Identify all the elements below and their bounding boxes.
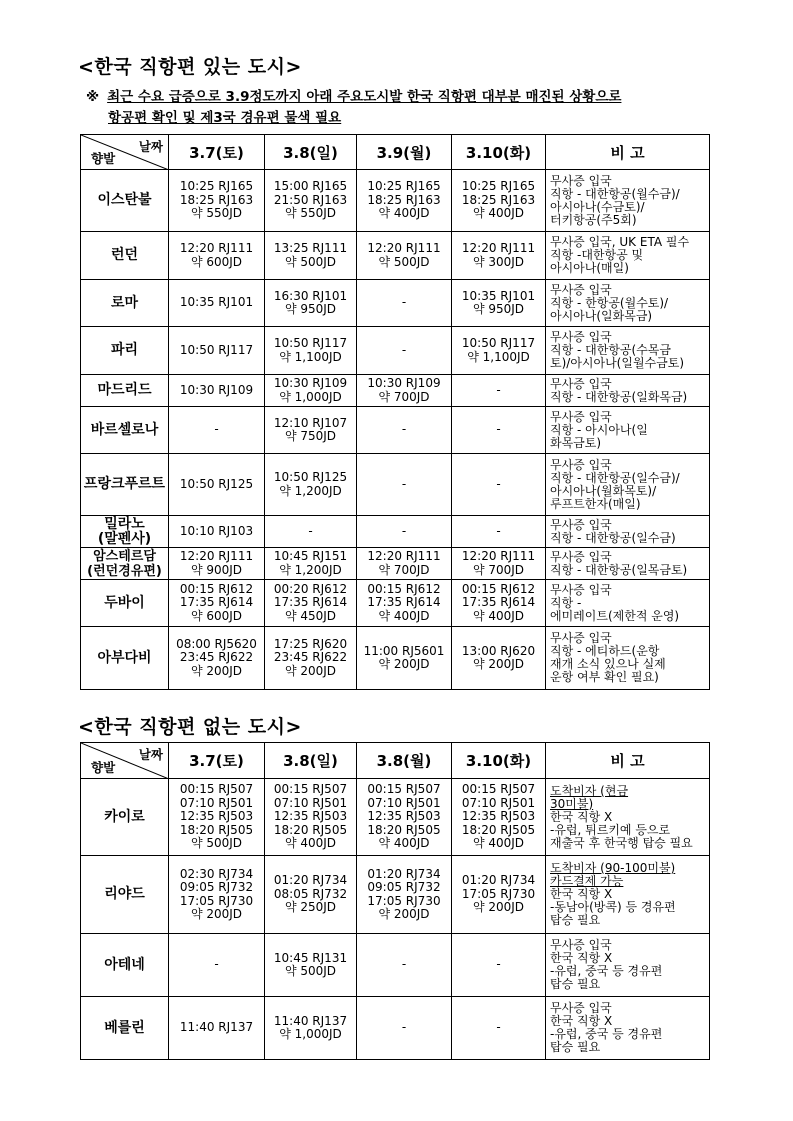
flight-cell: 10:35 RJ101 [169, 280, 265, 327]
table-row [81, 580, 710, 627]
flight-cell: - [169, 407, 265, 454]
flight-cell: 13:00 RJ620 약 200JD [452, 627, 546, 690]
flight-cell: 00:20 RJ612 17:35 RJ614 약 450JD [265, 580, 357, 627]
remarks-cell [546, 856, 710, 934]
city-name: 베를린 [81, 997, 169, 1060]
table-header-row [81, 743, 710, 779]
flight-cell: 11:00 RJ5601 약 200JD [357, 627, 452, 690]
flight-cell: 12:20 RJ111 약 900JD [169, 548, 265, 580]
city-name: 암스테르담 (런던경유편) [81, 548, 169, 580]
flight-cell: 00:15 RJ612 17:35 RJ614 약 400JD [452, 580, 546, 627]
remarks-cell: 무사증 입국 직항 - 대한항공(일수금)/ 아시아나(월화목토)/ 루프트한자(매일) [546, 454, 710, 516]
remarks-cell: 무사증 입국 한국 직항 X -유럽, 중국 등 경유편 탑승 필요 [546, 934, 710, 997]
remarks-cell: 무사증 입국 직항 - 에티하드(운항 재개 소식 있으나 실제 운항 여부 확인 필요) [546, 627, 710, 690]
notice-line-1: 최근 수요 급증으로 3.9정도까지 아래 주요도시발 한국 직항편 대부분 매진된 상황으로 [107, 89, 622, 105]
flight-cell: 10:45 RJ151 약 1,200JD [265, 548, 357, 580]
flight-cell: 00:15 RJ507 07:10 RJ501 12:35 RJ503 18:20 RJ505 약 400JD [265, 779, 357, 856]
city-name: 두바이 [81, 580, 169, 627]
flight-cell: - [452, 934, 546, 997]
section-title-direct: <한국 직항편 있는 도시> [78, 56, 302, 78]
city-name: 아테네 [81, 934, 169, 997]
flight-cell: 10:50 RJ117 [169, 327, 265, 375]
header-note-col: 비 고 [546, 743, 710, 779]
flight-cell: 08:00 RJ5620 23:45 RJ622 약 200JD [169, 627, 265, 690]
flight-cell: 02:30 RJ734 09:05 RJ732 17:05 RJ730 약 200JD [169, 856, 265, 934]
city-name: 리야드 [81, 856, 169, 934]
flight-cell: - [357, 454, 452, 516]
flight-cell: - [357, 407, 452, 454]
flight-cell: 10:30 RJ109 [169, 375, 265, 407]
remarks-underlined: 도착비자 (90-100미불) 카드결제 가능 [550, 861, 676, 888]
section-title-no-direct: <한국 직항편 없는 도시> [78, 716, 302, 738]
flight-cell: 10:50 RJ125 [169, 454, 265, 516]
table-row [81, 627, 710, 690]
flight-cell: 10:45 RJ131 약 500JD [265, 934, 357, 997]
remarks-cell: 무사증 입국, UK ETA 필수 직항 -대한항공 및 아시아나(매일) [546, 232, 710, 280]
flight-cell: 10:30 RJ109 약 700JD [357, 375, 452, 407]
city-name: 밀라노 (말펜사) [81, 516, 169, 548]
notice-mark: ※ [86, 89, 100, 105]
remarks-cell: 무사증 입국 직항 - 한항공(월수토)/ 아시아나(일화목금) [546, 280, 710, 327]
flight-cell: 01:20 RJ734 17:05 RJ730 약 200JD [452, 856, 546, 934]
flight-cell: 10:25 RJ165 18:25 RJ163 약 400JD [452, 170, 546, 232]
flight-cell: - [452, 997, 546, 1060]
header-date-col: 3.8(월) [357, 743, 452, 779]
flight-cell: 00:15 RJ612 17:35 RJ614 약 400JD [357, 580, 452, 627]
flight-cell: 10:10 RJ103 [169, 516, 265, 548]
flight-cell: 10:35 RJ101 약 950JD [452, 280, 546, 327]
table-row [81, 170, 710, 232]
remarks-cell: 무사증 입국 직항 - 대한항공(일목금토) [546, 548, 710, 580]
table-row [81, 232, 710, 280]
flight-cell: - [357, 997, 452, 1060]
table-row [81, 934, 710, 997]
flight-cell: - [357, 516, 452, 548]
flight-cell: 10:30 RJ109 약 1,000JD [265, 375, 357, 407]
header-diagonal-cell [81, 743, 169, 779]
remarks-underlined: 도착비자 (현금 30미불) [550, 783, 629, 811]
header-origin-label: 향발 [91, 151, 116, 166]
city-name: 프랑크푸르트 [81, 454, 169, 516]
flight-cell: 00:15 RJ507 07:10 RJ501 12:35 RJ503 18:20 RJ505 약 400JD [452, 779, 546, 856]
direct-flights-table [80, 134, 710, 690]
table-row [81, 454, 710, 516]
header-origin-label: 향발 [91, 760, 116, 775]
flight-cell: - [357, 280, 452, 327]
flight-cell: - [452, 375, 546, 407]
flight-cell: - [265, 516, 357, 548]
flight-cell: 01:20 RJ734 09:05 RJ732 17:05 RJ730 약 200JD [357, 856, 452, 934]
notice-text [86, 87, 726, 129]
flight-cell: 12:10 RJ107 약 750JD [265, 407, 357, 454]
flight-cell: 11:40 RJ137 [169, 997, 265, 1060]
city-name: 아부다비 [81, 627, 169, 690]
flight-cell: 01:20 RJ734 08:05 RJ732 약 250JD [265, 856, 357, 934]
remarks-cell: 무사증 입국 직항 - 대한항공(수목금 토)/아시아나(일월수금토) [546, 327, 710, 375]
remarks-text: 한국 직항 X -유럽, 튀르키예 등으로 재출국 후 한국행 탑승 필요 [550, 809, 693, 850]
flight-cell: 12:20 RJ111 약 700JD [452, 548, 546, 580]
header-diagonal-cell [81, 135, 169, 170]
remarks-cell: 무사증 입국 직항 - 아시아나(일 화목금토) [546, 407, 710, 454]
flight-cell: 17:25 RJ620 23:45 RJ622 약 200JD [265, 627, 357, 690]
table-row [81, 856, 710, 934]
flight-cell: 00:15 RJ507 07:10 RJ501 12:35 RJ503 18:20 RJ505 약 500JD [169, 779, 265, 856]
header-date-col: 3.10(화) [452, 135, 546, 170]
remarks-text: 한국 직항 X -동남아(방콕) 등 경유편 탑승 필요 [550, 887, 676, 927]
header-date-col: 3.9(월) [357, 135, 452, 170]
table-header-row [81, 135, 710, 170]
table-row [81, 327, 710, 375]
table-row [81, 997, 710, 1060]
flight-cell: 12:20 RJ111 약 600JD [169, 232, 265, 280]
remarks-cell: 무사증 입국 직항 - 대한항공(일수금) [546, 516, 710, 548]
city-name: 런던 [81, 232, 169, 280]
flight-cell: 10:25 RJ165 18:25 RJ163 약 550JD [169, 170, 265, 232]
header-date-col: 3.7(토) [169, 743, 265, 779]
header-date-col: 3.7(토) [169, 135, 265, 170]
city-name: 로마 [81, 280, 169, 327]
city-name: 마드리드 [81, 375, 169, 407]
table-row [81, 779, 710, 856]
notice-line-2: 항공편 확인 및 제3국 경유편 물색 필요 [108, 110, 342, 126]
flight-cell: - [452, 407, 546, 454]
header-note-col: 비 고 [546, 135, 710, 170]
remarks-cell: 무사증 입국 직항 - 대한항공(일화목금) [546, 375, 710, 407]
city-name: 이스탄불 [81, 170, 169, 232]
remarks-cell [546, 779, 710, 856]
flight-cell: - [452, 454, 546, 516]
remarks-cell: 무사증 입국 직항 - 대한항공(월수금)/ 아시아나(수금토)/ 터키항공(주5회) [546, 170, 710, 232]
header-date-col: 3.8(일) [265, 135, 357, 170]
city-name: 바르셀로나 [81, 407, 169, 454]
table-row [81, 375, 710, 407]
header-date-label: 날짜 [138, 139, 163, 154]
table-row [81, 548, 710, 580]
remarks-cell: 무사증 입국 한국 직항 X -유럽, 중국 등 경유편 탑승 필요 [546, 997, 710, 1060]
flight-cell: - [357, 327, 452, 375]
header-date-col: 3.10(화) [452, 743, 546, 779]
flight-cell: 11:40 RJ137 약 1,000JD [265, 997, 357, 1060]
header-date-col: 3.8(일) [265, 743, 357, 779]
flight-cell: 12:20 RJ111 약 700JD [357, 548, 452, 580]
flight-cell: 13:25 RJ111 약 500JD [265, 232, 357, 280]
flight-cell: 15:00 RJ165 21:50 RJ163 약 550JD [265, 170, 357, 232]
flight-cell: 10:25 RJ165 18:25 RJ163 약 400JD [357, 170, 452, 232]
table-row [81, 280, 710, 327]
city-name: 파리 [81, 327, 169, 375]
flight-cell: - [452, 516, 546, 548]
flight-cell: - [357, 934, 452, 997]
city-name: 카이로 [81, 779, 169, 856]
flight-cell: 12:20 RJ111 약 300JD [452, 232, 546, 280]
header-date-label: 날짜 [138, 747, 163, 762]
flight-cell: - [169, 934, 265, 997]
remarks-cell: 무사증 입국 직항 - 에미레이트(제한적 운영) [546, 580, 710, 627]
flight-cell: 10:50 RJ117 약 1,100JD [452, 327, 546, 375]
flight-cell: 10:50 RJ117 약 1,100JD [265, 327, 357, 375]
no-direct-flights-table [80, 742, 710, 1060]
table-row [81, 407, 710, 454]
flight-cell: 00:15 RJ507 07:10 RJ501 12:35 RJ503 18:20 RJ505 약 400JD [357, 779, 452, 856]
flight-cell: 16:30 RJ101 약 950JD [265, 280, 357, 327]
flight-cell: 12:20 RJ111 약 500JD [357, 232, 452, 280]
flight-cell: 10:50 RJ125 약 1,200JD [265, 454, 357, 516]
table-row [81, 516, 710, 548]
flight-cell: 00:15 RJ612 17:35 RJ614 약 600JD [169, 580, 265, 627]
